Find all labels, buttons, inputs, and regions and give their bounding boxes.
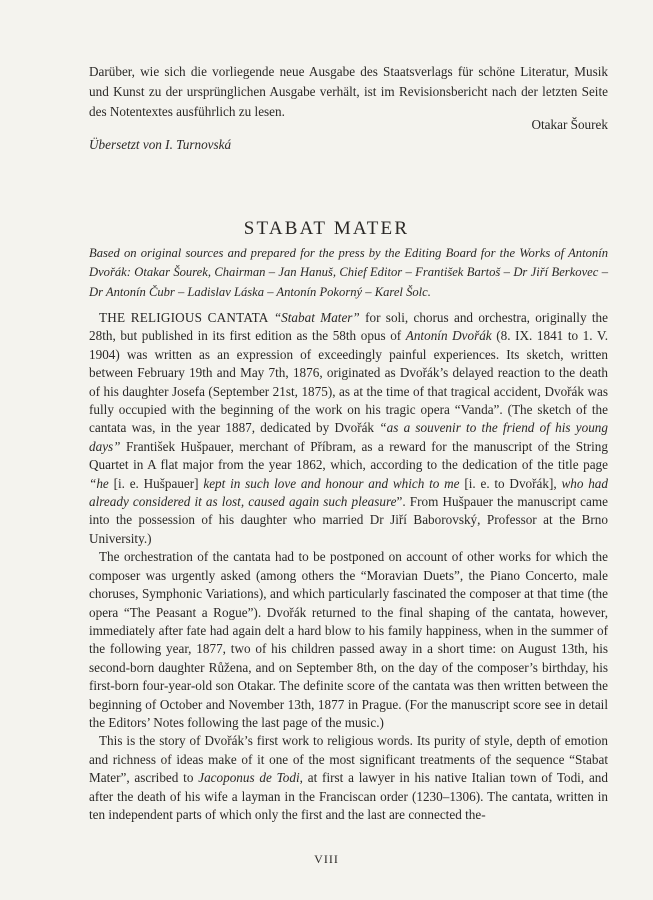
work-title: “Stabat Mater” [273, 310, 360, 325]
body-paragraph-1 [89, 309, 608, 548]
author-name: Jacoponus de Todi [198, 770, 300, 786]
intro-paragraph [89, 62, 608, 121]
composer-name: Antonín Dvořák [405, 328, 492, 344]
text-run: This is the story of Dvořák’s first work to religious words. Its purity of style, depth of emotion and richness of ideas make of it one of the most significant treatments of the sequence “Stabat Mater”, ascribed to [89, 733, 608, 786]
text-run: for soli, chorus and orchestra, originally the 28th, but published in its first edition as the 58th opus of [89, 310, 609, 344]
text-run: ”. From Hušpauer the manuscript came into the possession of his daughter who married Dr Jiří Baborovský, Professor at the Brno University.) [89, 494, 608, 546]
quote-he: “he [89, 475, 109, 491]
text-run: , at first a lawyer in his native Italian town of Todi, and after the death of his wife a layman in the Franciscan order (1230–1306). The cantata, written in ten independent parts of which only the first and the last are connected the- [89, 770, 608, 822]
paragraph-lead: THE RELIGIOUS CANTATA [99, 310, 269, 325]
signature: Otakar Šourek [531, 117, 608, 132]
text-run: [i. e. to Dvořák], [459, 475, 562, 491]
section-title: STABAT MATER [243, 217, 410, 239]
translator-credit: Übersetzt von I. Turnovská [89, 137, 232, 152]
body-paragraph-2: The orchestration of the cantata had to be postponed on account of other works for which the composer was urgently asked (among others the “Moravian Duets”, the Piano Concerto, male choruses, Symphonic Variations), and which particularly fascinated the composer at that time (the opera “The Peasant a Rogue”). Dvořák returned to the final shaping of the cantata, however, immediately after fate had again delt a hard blow to his family happiness, when in the summer of the following year, 1877, two of his children passed away in a short time: on August 13th, his second-born daughter Růžena, and on September 8th, on the day of the composer’s birthday, his first-born four-year-old son Otakar. The definite score of the cantata was then written between the beginning of October and November 13th, 1877 in Prague. (For the manuscript score see in detail the Editors’ Notes following the last page of the music.) [89, 549, 608, 730]
body-text [89, 309, 608, 824]
quote-kept: kept in such love and honour and which to me [203, 475, 460, 491]
quote-lost: who had already considered it as lost, caused again such pleasure [89, 475, 608, 510]
editorial-credits: Based on original sources and prepared for the press by the Editing Board for the Works of Antonín Dvořák: Otakar Šourek, Chairman – Jan Hanuš, Chief Editor – František Bartoš – Dr Jiří Berkovec – Dr Antonín Čubr – Ladislav Láska – Antonín Pokorný – Karel Šolc. [89, 246, 608, 299]
text-run: [i. e. Hušpauer] [108, 475, 204, 491]
intro-text: Darüber, wie sich die vorliegende neue Ausgabe des Staatsverlags für schöne Literatur, Musik und Kunst zu der ursprünglichen Ausgabe verhält, ist im Revisionsbericht nach der letzten Seite des Notentextes ausführlich zu lesen. [89, 64, 608, 119]
page-number: VIII [314, 852, 339, 866]
text-run: (8. IX. 1841 to 1. V. 1904) was written as an expression of exceedingly painful experiences. Its sketch, written between February 19th and May 7th, 1876, originated as Dvořák’s delayed reaction to the death of his daughter Josefa (September 21st, 1875), as at the time of that tragical accident, Dvořák was fully occupied with the beginning of the work on his tragic opera “Vanda”. (The sketch of the cantata was, in the year 1887, dedicated by Dvořák [89, 328, 609, 436]
body-paragraph-3 [89, 732, 608, 824]
dedication-quote: “as a souvenir to the friend of his young days” [89, 420, 608, 454]
text-run: František Hušpauer, merchant of Příbram, as a reward for the manuscript of the String Quartet in A flat major from the year 1862, which, according to the dedication of the title page [89, 438, 608, 473]
